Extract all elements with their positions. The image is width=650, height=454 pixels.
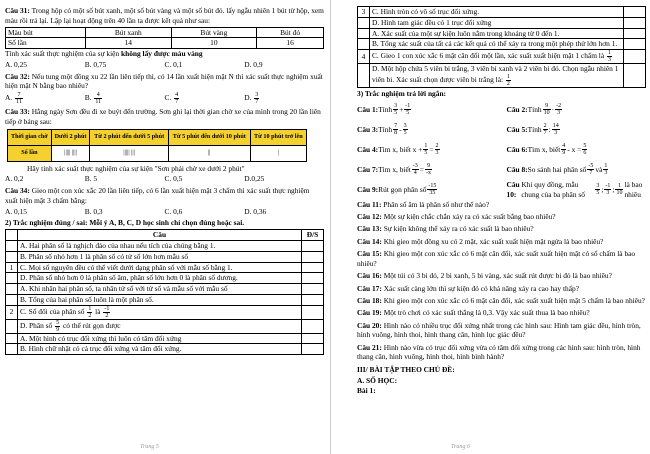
question-number <box>6 319 18 333</box>
question-line: Câu 18: Khi gieo một con xúc xắc có 6 mặt cân đối, xác suất xuất hiện mặt 5 chấm là bao nhiêu? <box>357 295 645 305</box>
question-number <box>6 251 18 262</box>
question-label: Câu 10: <box>506 179 520 199</box>
numerator: 9 <box>426 163 430 170</box>
numerator: -15 <box>428 183 437 190</box>
answer-option: A. 0,2 <box>5 174 24 184</box>
answer-option: A. 0,15 <box>5 206 27 216</box>
question-line: Câu 20: Hình nào có nhiều trục đối xứng nhất trong các hình sau: Hình tam giác đều, hình tròn, hình vuông, hình thoi, hình thang cân, hình lục giác đều? <box>357 320 641 340</box>
question-number <box>358 17 370 28</box>
fraction <box>412 163 419 176</box>
question-label: Câu 9: <box>357 184 379 194</box>
short-answer-question: Câu 5: Tính $\frac{2}{7}$ : $\frac{14}{3}$ <box>506 123 559 137</box>
section-iii-heading: III/ BÀI TẬP THEO CHỦ ĐỀ: <box>357 364 455 374</box>
statement-cell: A. Một hình có trục đối xứng thì luôn có tâm đối xứng <box>18 333 302 344</box>
fraction <box>615 183 623 196</box>
numerator: 14 <box>552 123 559 130</box>
question-number: 1 <box>6 262 18 273</box>
denominator: 8 <box>394 130 398 137</box>
fraction <box>555 103 562 116</box>
denominator: 2 <box>105 312 109 319</box>
short-answer-question: Câu 6: Tìm x, biết $\frac{4}{9}$ - x = $\frac{5}{6}$ <box>506 143 587 157</box>
numerator: 7 <box>394 123 398 130</box>
table-header-cell: Thời gian chờ <box>8 129 52 145</box>
tally-cell: Số lần <box>8 145 52 161</box>
denominator: 7 <box>255 99 259 106</box>
table-row <box>6 333 324 344</box>
question-number <box>6 284 18 295</box>
denominator: 3 <box>435 150 439 157</box>
short-answer-question: Câu 8: So sánh hai phân số $\frac{-5}{7}$ và $\frac{1}{3}$ <box>506 163 608 177</box>
fraction <box>607 50 612 63</box>
question-label: Câu 21: <box>357 342 384 352</box>
statement-cell: D. Phân số $\frac{5}{9}$ có thể rút gọn được <box>18 319 302 333</box>
numerator: 3 <box>596 183 600 190</box>
numerator: 1 <box>506 73 510 80</box>
numerator: 5 <box>583 143 587 150</box>
question-number: 3 <box>358 7 370 18</box>
statement-cell: C. Gieo 1 con xúc xắc 6 mặt cân đối một lần, xác suất xuất hiện mặt 1 chấm là $\frac{1}{3}$ <box>370 50 624 64</box>
question-label: Câu 20: <box>357 320 384 330</box>
denominator: 10 <box>616 190 623 197</box>
true-false-table <box>5 229 324 355</box>
question-number <box>358 28 370 39</box>
answer-option: C. 0,6 <box>164 206 183 216</box>
fraction <box>435 143 440 156</box>
question-32-options <box>5 92 324 105</box>
answer-option: D. $\frac{3}{7}$ <box>244 92 259 106</box>
question-31-prompt: Tính xác suất thực nghiệm của sự kiện không lấy được màu vàng <box>5 49 203 59</box>
statement-cell: A. Hai phân số là nghịch đảo của nhau nếu tích của chúng bằng 1. <box>18 241 302 252</box>
numerator: 5 <box>56 319 60 326</box>
numerator: 3 <box>403 123 407 130</box>
denominator: 7 <box>589 170 593 177</box>
fraction <box>425 163 432 176</box>
denominator: 5 <box>596 190 600 197</box>
answer-cell <box>624 17 646 28</box>
table-row <box>6 305 324 319</box>
table-row <box>6 344 324 355</box>
table-row <box>6 262 324 273</box>
denominator: 5 <box>403 130 407 137</box>
question-33-options <box>5 174 324 184</box>
table-header-cell: Dưới 2 phút <box>51 129 90 145</box>
question-label: Câu 4: <box>357 144 379 154</box>
question-33: Câu 33: Hằng ngày Sơn đều đi xe buýt đến trường. Sơn ghi lại thời gian chờ xe của mình trong 20 lần liên tiếp ở bảng sau: <box>5 107 321 126</box>
answer-cell <box>302 251 324 262</box>
question-31: Câu 31: Trong hộp có một số bút xanh, một số bút vàng và một số bút đỏ. lấy ngẫu nhiên 1 bút từ hộp, xem màu rồi trả lại. Lặp lại hoạt động trên 40 lần ta được kết quả như sau: <box>5 6 324 25</box>
answer-cell <box>302 294 324 305</box>
question-label: Câu 2: <box>506 104 528 114</box>
question-32: Câu 32: Nếu tung một đồng xu 22 lần liên tiếp thì, có 14 lần xuất hiện mặt N thì xác suất thực nghiệm xuất hiện mặt N bằng bao nhiêu? <box>5 71 323 91</box>
denominator: 9 <box>562 150 566 157</box>
numerator: 2 <box>543 123 547 130</box>
numerator: 9 <box>543 103 551 110</box>
statement-cell: C. Hình tròn có vô số trục đối xứng. <box>370 7 624 18</box>
question-31-options <box>5 60 324 70</box>
question-label: Câu 13: <box>357 224 384 234</box>
question-33-prompt: Hãy tính xác suất thực nghiệm của sự kiện "Sơn phải chờ xe dưới 2 phút" <box>27 163 245 173</box>
numerator: -3 <box>412 163 418 170</box>
table-row <box>6 319 324 333</box>
wait-time-table <box>7 129 307 162</box>
page-footer-right: Trang 6 <box>451 444 470 451</box>
short-answer-question: Câu 9: Rút gọn phân số $\frac{-15}{35}$ <box>357 183 437 197</box>
fraction <box>552 123 560 136</box>
question-label: Câu 5: <box>506 124 528 134</box>
answer-cell <box>302 333 324 344</box>
question-number <box>6 294 18 305</box>
denominator: 3 <box>554 130 558 137</box>
answer-cell <box>302 305 324 319</box>
denominator: 7 <box>175 99 179 106</box>
fraction <box>404 103 411 116</box>
statement-cell: D. Một hộp chứa 5 viên bi trắng, 3 viên bi xanh và 2 viên bi đỏ. Chọn ngẫu nhiên 1 viên bi. Xác suất chọn được viên bi trắng là: $\frac{1}{2}$ <box>370 64 624 88</box>
numerator: -5 <box>588 163 594 170</box>
table-row <box>358 64 646 88</box>
question-label: Câu 16: <box>357 271 384 281</box>
statement-cell: B. Hình chữ nhật có cả trục đối xứng và tâm đối xứng. <box>18 344 302 355</box>
question-label: Câu 7: <box>357 164 379 174</box>
question-number <box>6 241 18 252</box>
question-line: Câu 14: Khi gieo một đồng xu có 2 mặt, xác suất xuất hiện mặt ngửa là bao nhiêu? <box>357 236 604 246</box>
numerator: 1 <box>615 183 623 190</box>
fraction <box>55 320 60 333</box>
section-short-answer-heading: 3) Trắc nghiệm trả lời ngắn: <box>357 88 447 98</box>
short-answer-question: Câu 3: Tính $\frac{7}{8}$ - $\frac{3}{5}$ <box>357 123 407 137</box>
answer-option: C. $\frac{4}{7}$ <box>164 92 179 106</box>
fraction <box>604 183 611 196</box>
answer-cell <box>302 273 324 284</box>
question-line: Câu 17: Xác suất càng lớn thì sự kiện đó có khả năng xảy ra cao hay thấp? <box>357 283 579 293</box>
answer-cell <box>624 7 646 18</box>
question-number: 2 <box>6 305 18 319</box>
answer-cell <box>624 50 646 64</box>
numerator: 4 <box>562 143 566 150</box>
denominator: -x <box>425 170 431 177</box>
table-header-cell: Từ 10 phút trở lên <box>250 129 306 145</box>
numerator: 4 <box>175 92 179 99</box>
table-header-cell: Bút vàng <box>171 27 257 38</box>
denominator: 35 <box>429 190 436 197</box>
fraction <box>595 183 600 196</box>
tally-cell: ||||| ||| <box>90 145 169 161</box>
numerator: -1 <box>405 103 411 110</box>
fraction <box>582 143 587 156</box>
question-label: Câu 3: <box>357 124 379 134</box>
tally-cell: || <box>168 145 250 161</box>
table-cell: 14 <box>86 38 172 49</box>
right-page <box>330 0 650 454</box>
question-line: Câu 11: Phân số âm là phân số như thế nào? <box>357 199 490 209</box>
table-row <box>6 251 324 262</box>
denominator: 2 <box>506 80 510 87</box>
statement-cell: C. Mọi số nguyên đều có thể viết dưới dạng phân số với mẫu số bằng 1. <box>18 262 302 273</box>
table-header-cell: Bút xanh <box>86 27 172 38</box>
fraction <box>506 74 511 87</box>
denominator: 3 <box>606 190 610 197</box>
answer-cell <box>624 39 646 50</box>
fraction <box>254 92 259 105</box>
question-number <box>6 344 18 355</box>
fraction <box>587 163 594 176</box>
table-header-cell: Bút đỏ <box>257 27 324 38</box>
answer-option: C. 0,5 <box>164 174 183 184</box>
numerator: 7 <box>15 92 23 99</box>
table-cell: 16 <box>257 38 324 49</box>
statement-cell: A. Xác suất của một sự kiện luôn nằm trong khoảng từ 0 đến 1. <box>370 28 624 39</box>
answer-cell <box>302 241 324 252</box>
question-label: Câu 18: <box>357 295 384 305</box>
fraction <box>103 306 110 319</box>
answer-option: B. $\frac{4}{11}$ <box>84 92 102 106</box>
statement-cell: B. Tổng xác suất của tất cả các kết quả có thể xảy ra trong một phép thử lớn hơn 1. <box>370 39 624 50</box>
numerator: 2 <box>435 143 439 150</box>
short-answer-question: Câu 7: Tìm x, biết $\frac{-3}{4}$ = $\frac{9}{-x}$ <box>357 163 431 177</box>
answer-cell <box>302 284 324 295</box>
fraction <box>423 143 428 156</box>
fraction <box>427 183 437 196</box>
table-row <box>358 7 646 18</box>
answer-cell <box>624 64 646 88</box>
table-row <box>6 241 324 252</box>
question-number <box>6 333 18 344</box>
page-footer: Trang 5 <box>140 444 159 451</box>
answer-option: B. 0,75 <box>84 59 107 69</box>
numerator: -1 <box>605 183 611 190</box>
denominator: 11 <box>16 99 22 106</box>
answer-option: C. 0,1 <box>164 59 183 69</box>
numerator: 3 <box>255 92 259 99</box>
question-line: Câu 13: Sự kiện không thể xảy ra có xác suất là bao nhiêu? <box>357 224 534 234</box>
denominator: 3 <box>604 170 608 177</box>
table-header-cell: Từ 2 phút đến dưới 5 phút <box>90 129 169 145</box>
table-cell: Số lần <box>6 38 86 49</box>
section-true-false-heading: 2) Trắc nghiệm đúng / sai: Mỗi ý A, B, C, D học sinh chỉ chọn đúng hoặc sai. <box>5 218 245 228</box>
numerator: 1 <box>424 143 428 150</box>
numerator: -2 <box>556 103 562 110</box>
short-answer-question: Câu 2: Tính $\frac{9}{10}$ · $\frac{-2}{3}$ <box>506 103 562 117</box>
numerator: -1 <box>104 305 110 312</box>
question-label: Câu 11: <box>357 199 384 209</box>
table-header-cell: Đ/S <box>302 230 324 241</box>
question-label: Câu 8: <box>506 164 528 174</box>
numerator: 1 <box>607 50 611 57</box>
question-line: Câu 16: Một túi có 3 bi đỏ, 2 bi xanh, 5 bi vàng, xác suất rút được bi đỏ là bao nhiêu? <box>357 271 612 281</box>
question-list <box>357 200 646 363</box>
denominator: 4 <box>413 170 417 177</box>
question-label: Câu 14: <box>357 236 384 246</box>
question-label: Câu 17: <box>357 283 384 293</box>
table-row <box>6 294 324 305</box>
question-number <box>6 273 18 284</box>
fraction <box>543 103 551 116</box>
statement-cell: A. Khi nhân hai phân số, ta nhân tử số với tử số và mẫu số với mẫu số <box>18 284 302 295</box>
table-header-cell: Câu <box>18 230 302 241</box>
table-row <box>358 39 646 50</box>
answer-option: A. $\frac{7}{11}$ <box>5 92 22 106</box>
short-answer-grid <box>357 100 646 200</box>
fraction <box>403 123 408 136</box>
numerator: 1 <box>88 305 92 312</box>
fraction <box>603 163 608 176</box>
short-answer-question: Câu 10: Khi quy đồng, mẫu chung của ba phân số $\frac{3}{5}$ ; $\frac{-1}{3}$ ; $\frac{1}{10}$ là bao nhiêu <box>506 179 643 199</box>
tally-cell: | <box>250 145 306 161</box>
answer-cell <box>624 28 646 39</box>
denominator: 9 <box>56 326 60 333</box>
question-line: Câu 19: Một trò chơi có xác suất thắng là 0,3. Vậy xác suất thua là bao nhiêu? <box>357 308 590 318</box>
denominator: 5 <box>394 110 398 117</box>
fraction <box>393 103 398 116</box>
question-34: Câu 34: Gieo một con xúc xắc 20 lần liên tiếp, có 6 lần xuất hiện mặt 3 chấm thì xác suất thực nghiệm xuất hiện mặt 3 chấm bằng: <box>5 186 310 205</box>
fraction <box>561 143 566 156</box>
denominator: 10 <box>543 110 550 117</box>
answer-option: D.0,25 <box>244 174 265 184</box>
table-row <box>358 17 646 28</box>
answer-option: D. 0,9 <box>244 59 263 69</box>
table-row <box>358 28 646 39</box>
table-row <box>6 273 324 284</box>
answer-option: D. 0,36 <box>244 206 267 216</box>
numerator: 3 <box>394 103 398 110</box>
question-line: Câu 15: Khi gieo một con xúc xắc có 6 mặt cân đối, xác suất xuất hiện mặt có số chấm là bao nhiêu? <box>357 249 636 268</box>
tally-cell: ||||| |||| <box>51 145 90 161</box>
exercise-1-label: Bài 1: <box>357 386 376 396</box>
table-header-cell: Màu bút <box>6 27 86 38</box>
question-number: 4 <box>358 50 370 64</box>
question-label: Câu 1: <box>357 104 379 114</box>
statement-cell: D. Hình tam giác đều có 1 trục đối xứng <box>370 17 624 28</box>
fraction <box>543 123 548 136</box>
fraction <box>94 92 102 105</box>
table-header-cell <box>6 230 18 241</box>
denominator: 5 <box>424 150 428 157</box>
fraction <box>15 92 23 105</box>
statement-cell: B. Tổng của hai phân số luôn là một phân số. <box>18 294 302 305</box>
answer-option: B. 5 <box>84 174 98 184</box>
answer-cell <box>302 344 324 355</box>
question-label: Câu 6: <box>506 144 528 154</box>
denominator: 5 <box>406 110 410 117</box>
answer-option: A. 0,25 <box>5 59 27 69</box>
section-arithmetic-heading: A. SỐ HỌC: <box>357 375 398 385</box>
question-label: Câu 19: <box>357 308 384 318</box>
question-34-options <box>5 207 324 217</box>
pen-color-table <box>5 27 324 50</box>
denominator: 3 <box>557 110 561 117</box>
short-answer-question: Câu 1: Tính $\frac{3}{5}$ + $\frac{-1}{5}$ <box>357 103 411 117</box>
question-label: Câu 12: <box>357 211 384 221</box>
answer-option: B. 0,3 <box>84 206 103 216</box>
statement-cell: C. Số đối của phân số $\frac{1}{2}$ là $\frac{-1}{2}$ <box>18 305 302 319</box>
fraction <box>87 306 92 319</box>
answer-cell <box>302 262 324 273</box>
table-header-cell: Từ 5 phút đến dưới 10 phút <box>168 129 250 145</box>
question-label: Câu 15: <box>357 249 384 259</box>
statement-cell: D. Phân số nhỏ hơn 0 là phân số âm, phân số lớn hơn 0 là phân số dương. <box>18 273 302 284</box>
numerator: 4 <box>94 92 102 99</box>
true-false-table-continued <box>357 6 646 88</box>
question-number <box>358 64 370 88</box>
question-number <box>358 39 370 50</box>
answer-cell <box>302 319 324 333</box>
short-answer-question: Câu 4: Tìm x, biết x + $\frac{1}{5}$ = $\frac{2}{3}$ <box>357 143 439 157</box>
table-row <box>358 50 646 64</box>
question-line: Câu 12: Một sự kiện chắc chắn xảy ra có xác suất bằng bao nhiêu? <box>357 211 556 221</box>
denominator: 7 <box>543 130 547 137</box>
denominator: 6 <box>583 150 587 157</box>
fraction <box>174 92 179 105</box>
numerator: 1 <box>604 163 608 170</box>
denominator: 11 <box>95 99 102 106</box>
denominator: 2 <box>88 312 92 319</box>
statement-cell: B. Phân số nhỏ hơn 1 là phân số có tử số lớn hơn mẫu số <box>18 251 302 262</box>
table-row <box>6 284 324 295</box>
denominator: 3 <box>607 57 611 64</box>
question-line: Câu 21: Hình nào vừa có trục đối xứng vừa có tâm đối xứng trong các hình sau: hình tròn, hình thang cân, hình vuông, hình thoi, hình bình hành? <box>357 342 641 362</box>
table-cell: 10 <box>171 38 257 49</box>
fraction <box>393 123 398 136</box>
